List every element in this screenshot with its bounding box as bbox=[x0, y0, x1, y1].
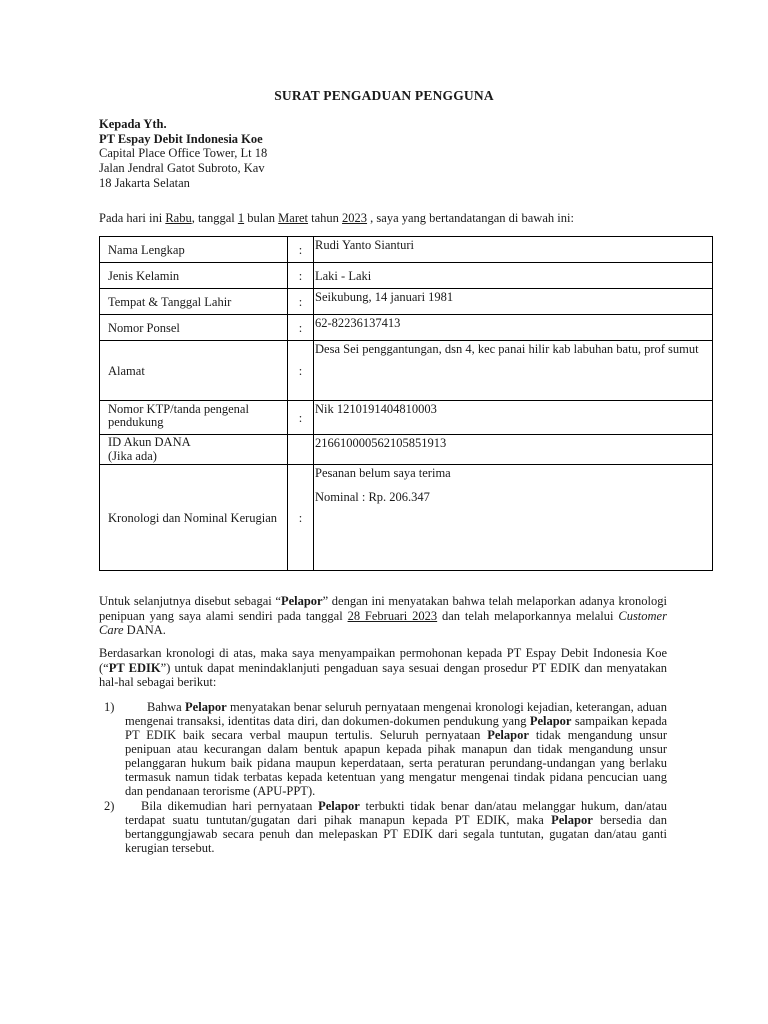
pelapor-term: Pelapor bbox=[551, 813, 593, 827]
item-text: Bila dikemudian hari pernyataan bbox=[141, 799, 319, 813]
list-item bbox=[99, 700, 667, 798]
phone-number-value: 62-82236137413 bbox=[314, 315, 713, 341]
address-value: Desa Sei penggantungan, dsn 4, kec panai hilir kab labuhan batu, prof sumut bbox=[314, 341, 713, 401]
loss-amount-text: Nominal : Rp. 206.347 bbox=[315, 490, 430, 504]
customer-care-term: Customer Care bbox=[99, 608, 667, 637]
item-text: tidak mengandung unsur penipuan atau kecurangan dalam bentuk apapun kepada pihak manapun dan tidak mengandung unsur pelanggaran hukum baik pidana maupun keperdataan, serta peraturan perundang-undangan yang berlaku termasuk namun tidak terbatas kepada ketentuan yang mengatur mengenai tindak pidana pencucian uang dan pendanaan terorisme (APU-PPT). bbox=[125, 728, 668, 798]
id-card-label: Nomor KTP/tanda pengenal pendukung bbox=[100, 401, 288, 435]
intro-year: 2023 bbox=[342, 211, 368, 225]
colon: : bbox=[288, 401, 314, 435]
table-row bbox=[100, 289, 713, 315]
chronology-value bbox=[314, 465, 713, 571]
full-name-value: Rudi Yanto Sianturi bbox=[314, 237, 713, 263]
list-number: 2) bbox=[104, 799, 115, 813]
phone-number-label: Nomor Ponsel bbox=[100, 315, 288, 341]
declaration-list bbox=[99, 700, 667, 855]
statement-paragraph bbox=[99, 594, 667, 638]
table-row bbox=[100, 237, 713, 263]
list-item-text bbox=[125, 799, 667, 855]
intro-text: Pada hari ini bbox=[99, 211, 166, 225]
intro-month: Maret bbox=[278, 211, 309, 225]
recipient-address-line-2: Jalan Jendral Gatot Subroto, Kav bbox=[99, 161, 265, 176]
item-text: terbukti tidak benar dan/atau melanggar hukum, dan/atau terdapat suatu tuntutan/gugatan dari pihak manapun kepada PT EDIK, maka bbox=[125, 799, 667, 827]
table-row bbox=[100, 435, 713, 465]
table-row bbox=[100, 263, 713, 289]
address-label: Alamat bbox=[100, 341, 288, 401]
paragraph-text: Untuk selanjutnya disebut sebagai “ bbox=[99, 594, 281, 608]
pelapor-term: Pelapor bbox=[529, 714, 572, 728]
list-item-text bbox=[125, 700, 667, 798]
paragraph-text: dan telah melaporkannya melalui bbox=[437, 608, 619, 623]
pelapor-term: Pelapor bbox=[487, 728, 529, 742]
recipient-address-block bbox=[99, 117, 267, 191]
recipient-address-line-3: 18 Jakarta Selatan bbox=[99, 175, 190, 190]
item-text: bersedia dan bertanggungjawab secara penuh dan melepaskan PT EDIK dari segala tuntutan, gugatan dan/atau ganti kerugian tersebut. bbox=[125, 813, 667, 855]
colon: : bbox=[288, 237, 314, 263]
intro-text: , tanggal bbox=[191, 211, 238, 225]
item-text: Bahwa bbox=[147, 700, 186, 714]
colon: : bbox=[288, 341, 314, 401]
item-text: sampaikan kepada PT EDIK baik secara verbal maupun tertulis. Seluruh pernyataan bbox=[125, 714, 667, 742]
dana-account-label bbox=[100, 435, 288, 465]
gender-label: Jenis Kelamin bbox=[100, 263, 288, 289]
dana-account-value: 216610000562105851913 bbox=[314, 435, 713, 465]
pt-edik-term: PT EDIK bbox=[108, 660, 161, 675]
intro-text: , saya yang bertandatangan di bawah ini: bbox=[367, 211, 574, 225]
birth-place-date-label: Tempat & Tanggal Lahir bbox=[100, 289, 288, 315]
pelapor-term: Pelapor bbox=[185, 700, 227, 714]
paragraph-text: ” dengan ini menyatakan bahwa telah melaporkan adanya kronologi penipuan yang saya alami sendiri pada tanggal bbox=[99, 594, 667, 623]
chronology-label: Kronologi dan Nominal Kerugian bbox=[100, 465, 288, 571]
complainant-data-table bbox=[99, 236, 713, 571]
table-row bbox=[100, 341, 713, 401]
birth-place-date-value: Seikubung, 14 januari 1981 bbox=[314, 289, 713, 315]
item-text: menyatakan benar seluruh pernyataan mengenai kronologi kejadian, keterangan, aduan mengenai transaksi, identitas data diri, dan dokumen-dokumen pendukung yang bbox=[125, 700, 667, 728]
paragraph-text: DANA. bbox=[123, 623, 166, 637]
paragraph-text: ”) untuk dapat menindaklanjuti pengaduan saya sesuai dengan prosedur PT EDIK dan menyatakan hal-hal sebagai berikut: bbox=[99, 660, 668, 689]
recipient-company: PT Espay Debit Indonesia Koe bbox=[99, 131, 263, 146]
recipient-address-line-1: Capital Place Office Tower, Lt 18 bbox=[99, 146, 268, 161]
id-card-value: Nik 1210191404810003 bbox=[314, 401, 713, 435]
colon: : bbox=[288, 465, 314, 571]
full-name-label: Nama Lengkap bbox=[100, 237, 288, 263]
paragraph-text: Berdasarkan kronologi di atas, maka saya menyampaikan permohonan kepada PT Espay Debit Indonesia Koe (“ bbox=[99, 646, 667, 675]
intro-text: bulan bbox=[244, 211, 279, 225]
pelapor-term: Pelapor bbox=[318, 799, 360, 813]
colon: : bbox=[288, 289, 314, 315]
intro-sentence bbox=[99, 211, 574, 226]
colon: : bbox=[288, 263, 314, 289]
intro-text: tahun bbox=[308, 211, 343, 225]
dana-account-label-line-1: ID Akun DANA bbox=[108, 435, 191, 449]
gender-value: Laki - Laki bbox=[314, 263, 713, 289]
report-date: 28 Februari 2023 bbox=[347, 608, 438, 623]
document-title: SURAT PENGADUAN PENGGUNA bbox=[274, 88, 494, 103]
dana-account-label-line-2: (Jika ada) bbox=[108, 449, 157, 463]
colon: : bbox=[288, 315, 314, 341]
intro-day: Rabu bbox=[165, 211, 192, 225]
table-row bbox=[100, 465, 713, 571]
table-row bbox=[100, 401, 713, 435]
pelapor-term: Pelapor bbox=[280, 594, 323, 608]
intro-date: 1 bbox=[237, 211, 245, 225]
request-paragraph bbox=[99, 646, 667, 690]
recipient-greeting: Kepada Yth. bbox=[99, 117, 167, 131]
chronology-text: Pesanan belum saya terima bbox=[315, 466, 451, 480]
list-number: 1) bbox=[104, 700, 115, 714]
empty-colon-cell bbox=[288, 435, 314, 465]
table-row bbox=[100, 315, 713, 341]
list-item bbox=[99, 799, 667, 855]
